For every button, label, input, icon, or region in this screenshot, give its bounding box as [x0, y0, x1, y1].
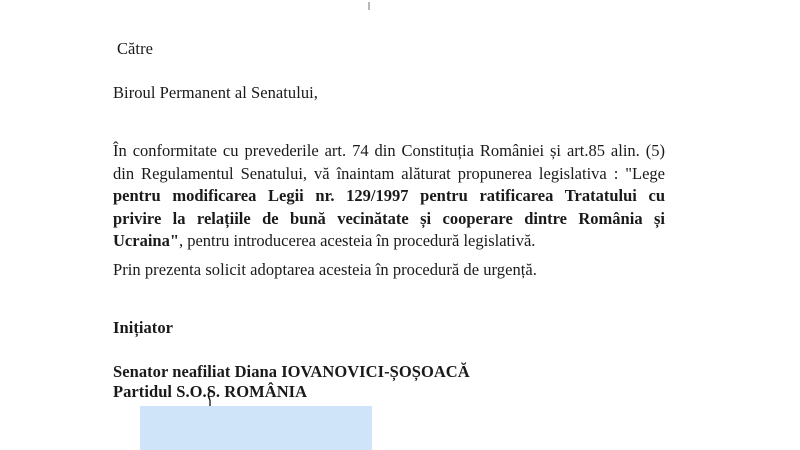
law-title-bold: pentru modificarea Legii nr. 129/1997 pentru ratificarea Tratatului cu [113, 186, 665, 205]
urgency-request: Prin prezenta solicit adoptarea acesteia în procedură de urgență. [113, 260, 537, 279]
main-paragraph [113, 140, 665, 253]
paragraph-line [113, 230, 665, 253]
page-top-mark [368, 2, 370, 10]
paragraph-line [113, 185, 665, 208]
paragraph-line [113, 208, 665, 231]
law-title-bold: privire la relațiile de bună vecinătate și cooperare dintre România și [113, 208, 665, 228]
senator-name: Senator neafiliat Diana IOVANOVICI-ȘOȘOACĂ [113, 362, 470, 381]
law-title-bold: Ucraina" [113, 231, 179, 250]
party-name: Partidul S.O.S. ROMÂNIA [113, 382, 308, 401]
paragraph-text: , pentru introducerea acesteia în procedură legislativă. [178, 231, 536, 250]
initiator-heading: Inițiator [113, 318, 174, 337]
paragraph-text: În conformitate cu prevederile art. 74 din Constituția României și art.85 alin. (5) [113, 141, 665, 160]
signature-placeholder [140, 406, 372, 450]
paragraph-line [113, 163, 665, 186]
paragraph-line [113, 140, 665, 163]
addressee: Biroul Permanent al Senatului, [113, 83, 318, 102]
paragraph-text: din Regulamentul Senatului, vă înaintam alăturat propunerea legislativa : "Lege [113, 163, 665, 183]
addressee-prefix: Către [117, 39, 153, 58]
